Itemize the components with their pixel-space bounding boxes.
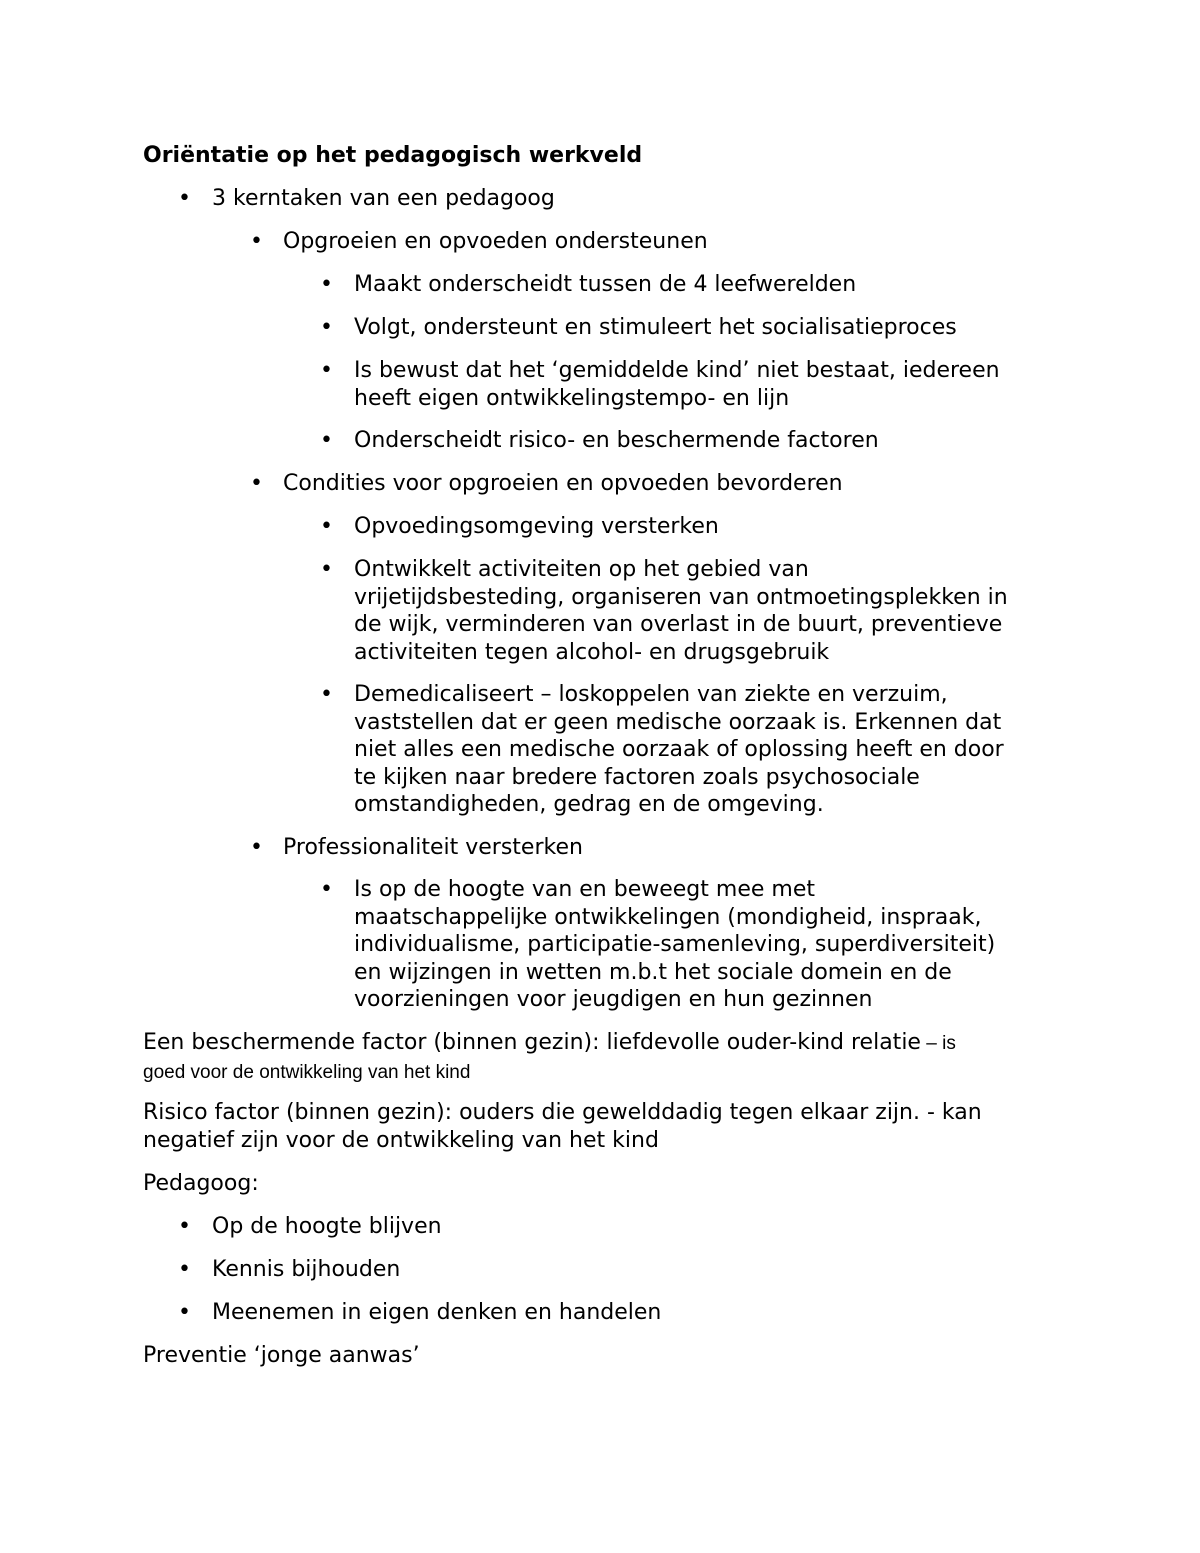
list-item-line: voorzieningen voor jeugdigen en hun gezinnen	[354, 987, 873, 1012]
list-item: Op de hoogte blijven	[212, 1214, 442, 1239]
list-item-line: de wijk, verminderen van overlast in de buurt, preventieve	[354, 612, 1003, 637]
bullet-icon: •	[178, 1257, 191, 1282]
list-item-line: maatschappelijke ontwikkelingen (mondigheid, inspraak,	[354, 904, 982, 930]
bullet-icon: •	[320, 272, 333, 297]
task-heading-1: Opgroeien en opvoeden ondersteunen	[283, 229, 708, 254]
list-item	[354, 681, 1004, 819]
list-item: Kennis bijhouden	[212, 1257, 401, 1282]
paragraph-text: Een beschermende factor (binnen gezin): liefdevolle ouder-kind relatie	[143, 1030, 921, 1055]
list-item-level1: 3 kerntaken van een pedagoog	[212, 186, 555, 211]
paragraph-line: negatief zijn voor de ontwikkeling van het kind	[143, 1127, 659, 1153]
list-item-line: Is bewust dat het ‘gemiddelde kind’ niet bestaat, iedereen	[354, 358, 1000, 383]
list-item-line: individualisme, participatie-samenleving, superdiversiteit)	[354, 932, 996, 957]
list-item-line: heeft eigen ontwikkelingstempo- en lijn	[354, 385, 790, 411]
list-item: Maakt onderscheidt tussen de 4 leefwerelden	[354, 272, 857, 297]
bullet-icon: •	[250, 471, 263, 496]
paragraph-protective-factor-line2: goed voor de ontwikkeling van het kind	[143, 1062, 471, 1083]
bullet-icon: •	[178, 186, 191, 211]
bullet-icon: •	[320, 428, 333, 453]
bullet-icon: •	[320, 358, 333, 383]
list-item-line: vaststellen dat er geen medische oorzaak is. Erkennen dat	[354, 709, 1002, 735]
bullet-icon: •	[178, 1214, 191, 1239]
bullet-icon: •	[320, 682, 333, 707]
section-label-pedagoog: Pedagoog:	[143, 1171, 259, 1196]
bullet-icon: •	[178, 1300, 191, 1325]
section-label-preventie: Preventie ‘jonge aanwas’	[143, 1343, 420, 1368]
bullet-icon: •	[320, 315, 333, 340]
list-item-line: Ontwikkelt activiteiten op het gebied van	[354, 557, 809, 582]
task-heading-2: Condities voor opgroeien en opvoeden bevorderen	[283, 471, 843, 496]
document-title: Oriëntatie op het pedagogisch werkveld	[143, 143, 643, 168]
list-item: Volgt, ondersteunt en stimuleert het socialisatieproces	[354, 315, 957, 340]
list-item-line: niet alles een medische oorzaak of oplossing heeft en door	[354, 737, 1004, 762]
paragraph-protective-factor	[143, 1029, 956, 1058]
list-item-line: en wijzingen in wetten m.b.t het sociale domein en de	[354, 959, 952, 985]
list-item-line: omstandigheden, gedrag en de omgeving.	[354, 792, 824, 817]
paragraph-line: Risico factor (binnen gezin): ouders die gewelddadig tegen elkaar zijn. - kan	[143, 1100, 982, 1125]
bullet-icon: •	[250, 229, 263, 254]
list-item: Onderscheidt risico- en beschermende factoren	[354, 428, 879, 453]
list-item-line: Demedicaliseert – loskoppelen van ziekte en verzuim,	[354, 682, 948, 707]
list-item: Opvoedingsomgeving versterken	[354, 514, 719, 539]
list-item	[354, 556, 1008, 666]
list-item-line: Is op de hoogte van en beweegt mee met	[354, 877, 815, 902]
list-item-line: te kijken naar bredere factoren zoals psychosociale	[354, 764, 920, 790]
list-item	[354, 876, 995, 1014]
bullet-icon: •	[250, 835, 263, 860]
list-item-line: activiteiten tegen alcohol- en drugsgebruik	[354, 639, 830, 665]
task-heading-3: Professionaliteit versterken	[283, 835, 583, 860]
paragraph-text-small: – is	[920, 1033, 956, 1054]
bullet-icon: •	[320, 557, 333, 582]
bullet-icon: •	[320, 514, 333, 539]
list-item: Meenemen in eigen denken en handelen	[212, 1300, 662, 1325]
paragraph-risk-factor	[143, 1099, 982, 1154]
list-item-line: vrijetijdsbesteding, organiseren van ontmoetingsplekken in	[354, 584, 1008, 610]
bullet-icon: •	[320, 877, 333, 902]
list-item	[354, 357, 1000, 412]
